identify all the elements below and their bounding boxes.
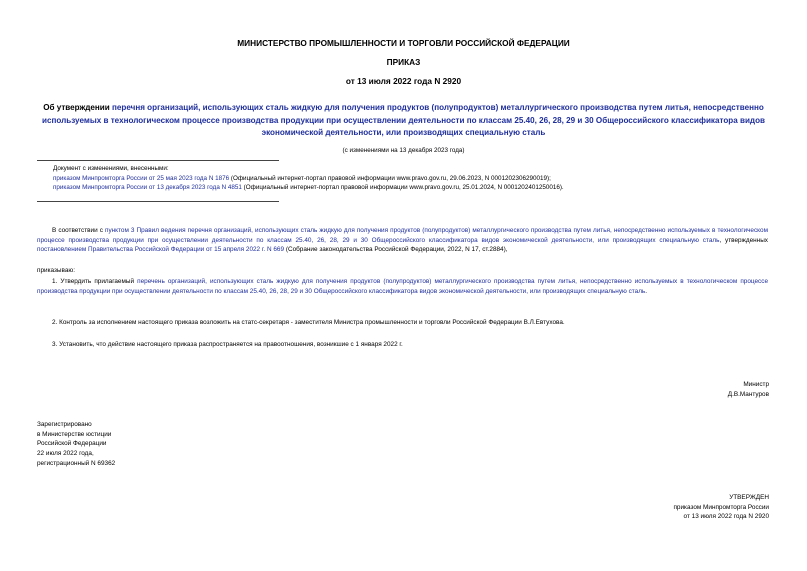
registration-line: Российской Федерации: [37, 440, 107, 448]
order-item-3: 3. Установить, что действие настоящего приказа распространяется на правоотношения, возникшие с 1 января 2022 г.: [52, 341, 403, 348]
order-item-2: 2. Контроль за исполнением настоящего приказа возложить на статс-секретаря - заместителя Министра промышленности и торговли Российской Федерации В.Л.Евтухова.: [52, 319, 565, 326]
amendments-block: [53, 164, 773, 193]
approved-line: приказом Минпромторга России: [673, 503, 769, 511]
signature-block: [728, 380, 769, 399]
changes-note: (с изменениями на 13 декабря 2023 года): [342, 147, 465, 154]
order-item-1: [37, 277, 768, 296]
document-type: ПРИКАЗ: [386, 57, 421, 67]
signature-name: Д.В.Мантуров: [727, 390, 769, 398]
divider-top: [37, 160, 279, 161]
document-date-number: от 13 июля 2022 года N 2920: [345, 76, 462, 86]
registration-line: Зарегистрировано: [37, 421, 92, 428]
amendment-item: [53, 183, 773, 193]
preamble-text: , утвержденных: [719, 236, 768, 244]
registration-line: регистрационный N 69362: [37, 459, 116, 467]
approved-line: от 13 июля 2022 года N 2920: [683, 513, 769, 521]
ministry-heading: МИНИСТЕРСТВО ПРОМЫШЛЕННОСТИ И ТОРГОВЛИ РОССИЙСКОЙ ФЕДЕРАЦИИ: [237, 38, 570, 48]
preamble-paragraph: [37, 226, 768, 255]
registration-line: 22 июля 2022 года,: [37, 450, 94, 458]
title-prefix: Об утверждении: [43, 103, 112, 112]
amendment-link[interactable]: приказом Минпромторга России от 25 мая 2023 года N 1876: [53, 174, 230, 182]
title-link[interactable]: перечня организаций, использующих сталь жидкую для получения продуктов (полупродуктов) металлургического производства путем литья, непосредственно используемых в технологическом процессе производства продукции при осуществлении деятельности по классам 25.40, 26, 28, 29 и 30 Общероссийского классификатора видов экономической деятельности, или производящих специальную сталь: [42, 103, 765, 137]
order-word: приказываю:: [37, 267, 75, 274]
amendment-text: (Официальный интернет-портал правовой информации www.pravo.gov.ru, 25.01.2024, N 0001202401250016).: [241, 184, 564, 192]
approved-block: [673, 493, 769, 522]
rules-link[interactable]: пунктом 3 Правил ведения перечня организаций, использующих сталь жидкую для получения продуктов (полупродуктов) металлургического производства путем литья, непосредственно используемых в технологическом процессе производства продукции при осуществлении деятельности по классам 25.40, 26, 28, 29 и 30 Общероссийского классификатора видов экономической деятельности, или производящих специальную сталь: [37, 227, 768, 244]
approved-line: УТВЕРЖДЕН: [729, 494, 769, 501]
registration-block: [37, 420, 115, 469]
amendment-item: [53, 174, 773, 184]
item-text: .: [645, 287, 648, 295]
preamble-text: (Собрание законодательства Российской Федерации, 2022, N 17, ст.2884),: [284, 246, 508, 254]
registration-line: в Министерстве юстиции: [37, 430, 112, 438]
preamble-text: В соответствии с: [52, 227, 105, 234]
list-link[interactable]: перечень организаций, использующих сталь жидкую для получения продуктов (полупродуктов) металлургического производства путем литья, непосредственно используемых в технологическом процессе производства продукции при осуществлении деятельности по классам 25.40, 26, 28, 29 и 30 Общероссийского классификатора видов экономической деятельности, или производящих специальную сталь: [37, 278, 768, 295]
amendment-link[interactable]: приказом Минпромторга России от 13 декабря 2023 года N 4851: [53, 184, 242, 192]
document-title: [40, 102, 767, 140]
amendment-text: (Официальный интернет-портал правовой информации www.pravo.gov.ru, 29.06.2023, N 0001202306290019);: [229, 174, 551, 182]
divider-bottom: [37, 201, 279, 202]
amendments-intro: Документ с изменениями, внесенными:: [53, 165, 169, 172]
item-text: 1. Утвердить прилагаемый: [52, 278, 138, 285]
signature-position: Министр: [743, 381, 769, 388]
resolution-link[interactable]: постановлением Правительства Российской Федерации от 15 апреля 2022 г. N 669: [37, 246, 285, 254]
